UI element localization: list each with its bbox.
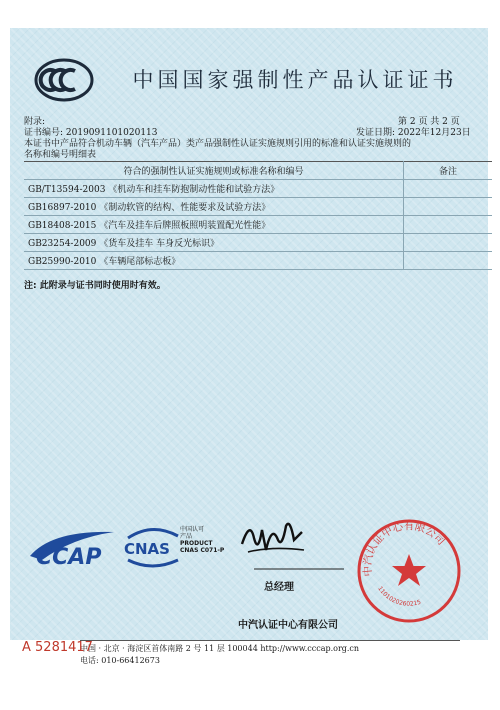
- cnas-logo: [122, 524, 182, 570]
- cnas-accreditation-block: [180, 526, 224, 554]
- serial-number: A 5281417: [22, 640, 93, 655]
- note-cell: [404, 252, 493, 270]
- footer-telephone: 电话: 010-66412673: [80, 656, 160, 665]
- table-row: [24, 234, 492, 252]
- ccap-logo: [22, 526, 132, 570]
- standard-cell: GB/T13594-2003 《机动车和挂车防抱制动性能和试验方法》: [24, 180, 404, 198]
- table-row: [24, 216, 492, 234]
- signature-image: [236, 510, 308, 564]
- note-cell: [404, 198, 493, 216]
- company-seal-icon: [354, 516, 464, 626]
- description-line-1: 本证书中产品符合机动车辆（汽车产品）类产品强制性认证实施规则引用的标准和认证实施规则的: [24, 139, 412, 149]
- certificate-number: 证书编号: 2019091101020113: [24, 128, 158, 138]
- table-row: [24, 180, 492, 198]
- validity-note: 注: 此附录与证书同时使用时有效。: [24, 281, 166, 291]
- table-row: [24, 252, 492, 270]
- standard-cell: GB25990-2010 《车辆尾部标志板》: [24, 252, 404, 270]
- cnas-cn-line-2: 产品: [180, 533, 193, 540]
- table-header-row: [24, 162, 492, 180]
- issuing-organization: 中汽认证中心有限公司: [238, 620, 338, 631]
- seal-ring-text: 中汽认证中心有限公司: [361, 520, 448, 577]
- cnas-logo-text: CNAS: [124, 540, 170, 558]
- standard-cell: GB18408-2015 《汽车及挂车后牌照板照明装置配光性能》: [24, 216, 404, 234]
- table-row: [24, 198, 492, 216]
- cnas-en-line-1: PRODUCT: [180, 540, 213, 547]
- note-cell: [404, 216, 493, 234]
- cnas-en-line-2: CNAS C071-P: [180, 547, 225, 554]
- attachment-label: 附录:: [24, 117, 46, 127]
- footer: [80, 640, 460, 667]
- seal-code-text: 1101020260215: [376, 585, 422, 608]
- column-header-note: 备注: [404, 162, 493, 180]
- footer-address: 中国 · 北京 · 海淀区首体南路 2 号 11 层 100044 http://www.cccap.org.cn: [80, 644, 360, 653]
- standards-table: [24, 161, 492, 270]
- signature-title: 总经理: [264, 582, 294, 593]
- column-header-standard: 符合的强制性认证实施规则或标准名称和编号: [24, 162, 404, 180]
- cnas-cn-line-1: 中国认可: [180, 526, 205, 533]
- signature-line: [254, 568, 344, 570]
- note-cell: [404, 180, 493, 198]
- ccc-mark-icon: [34, 58, 94, 102]
- page-number: 第 2 页 共 2 页: [398, 117, 460, 127]
- description-line-2: 名称和编号明细表: [24, 150, 97, 160]
- note-cell: [404, 234, 493, 252]
- issue-date: 发证日期: 2022年12月23日: [356, 128, 471, 138]
- standard-cell: GB23254-2009 《货车及挂车 车身反光标识》: [24, 234, 404, 252]
- certificate-title: 中国国家强制性产品认证证书: [132, 68, 458, 92]
- ccap-logo-text: CCAP: [36, 545, 102, 570]
- standard-cell: GB16897-2010 《制动软管的结构、性能要求及试验方法》: [24, 198, 404, 216]
